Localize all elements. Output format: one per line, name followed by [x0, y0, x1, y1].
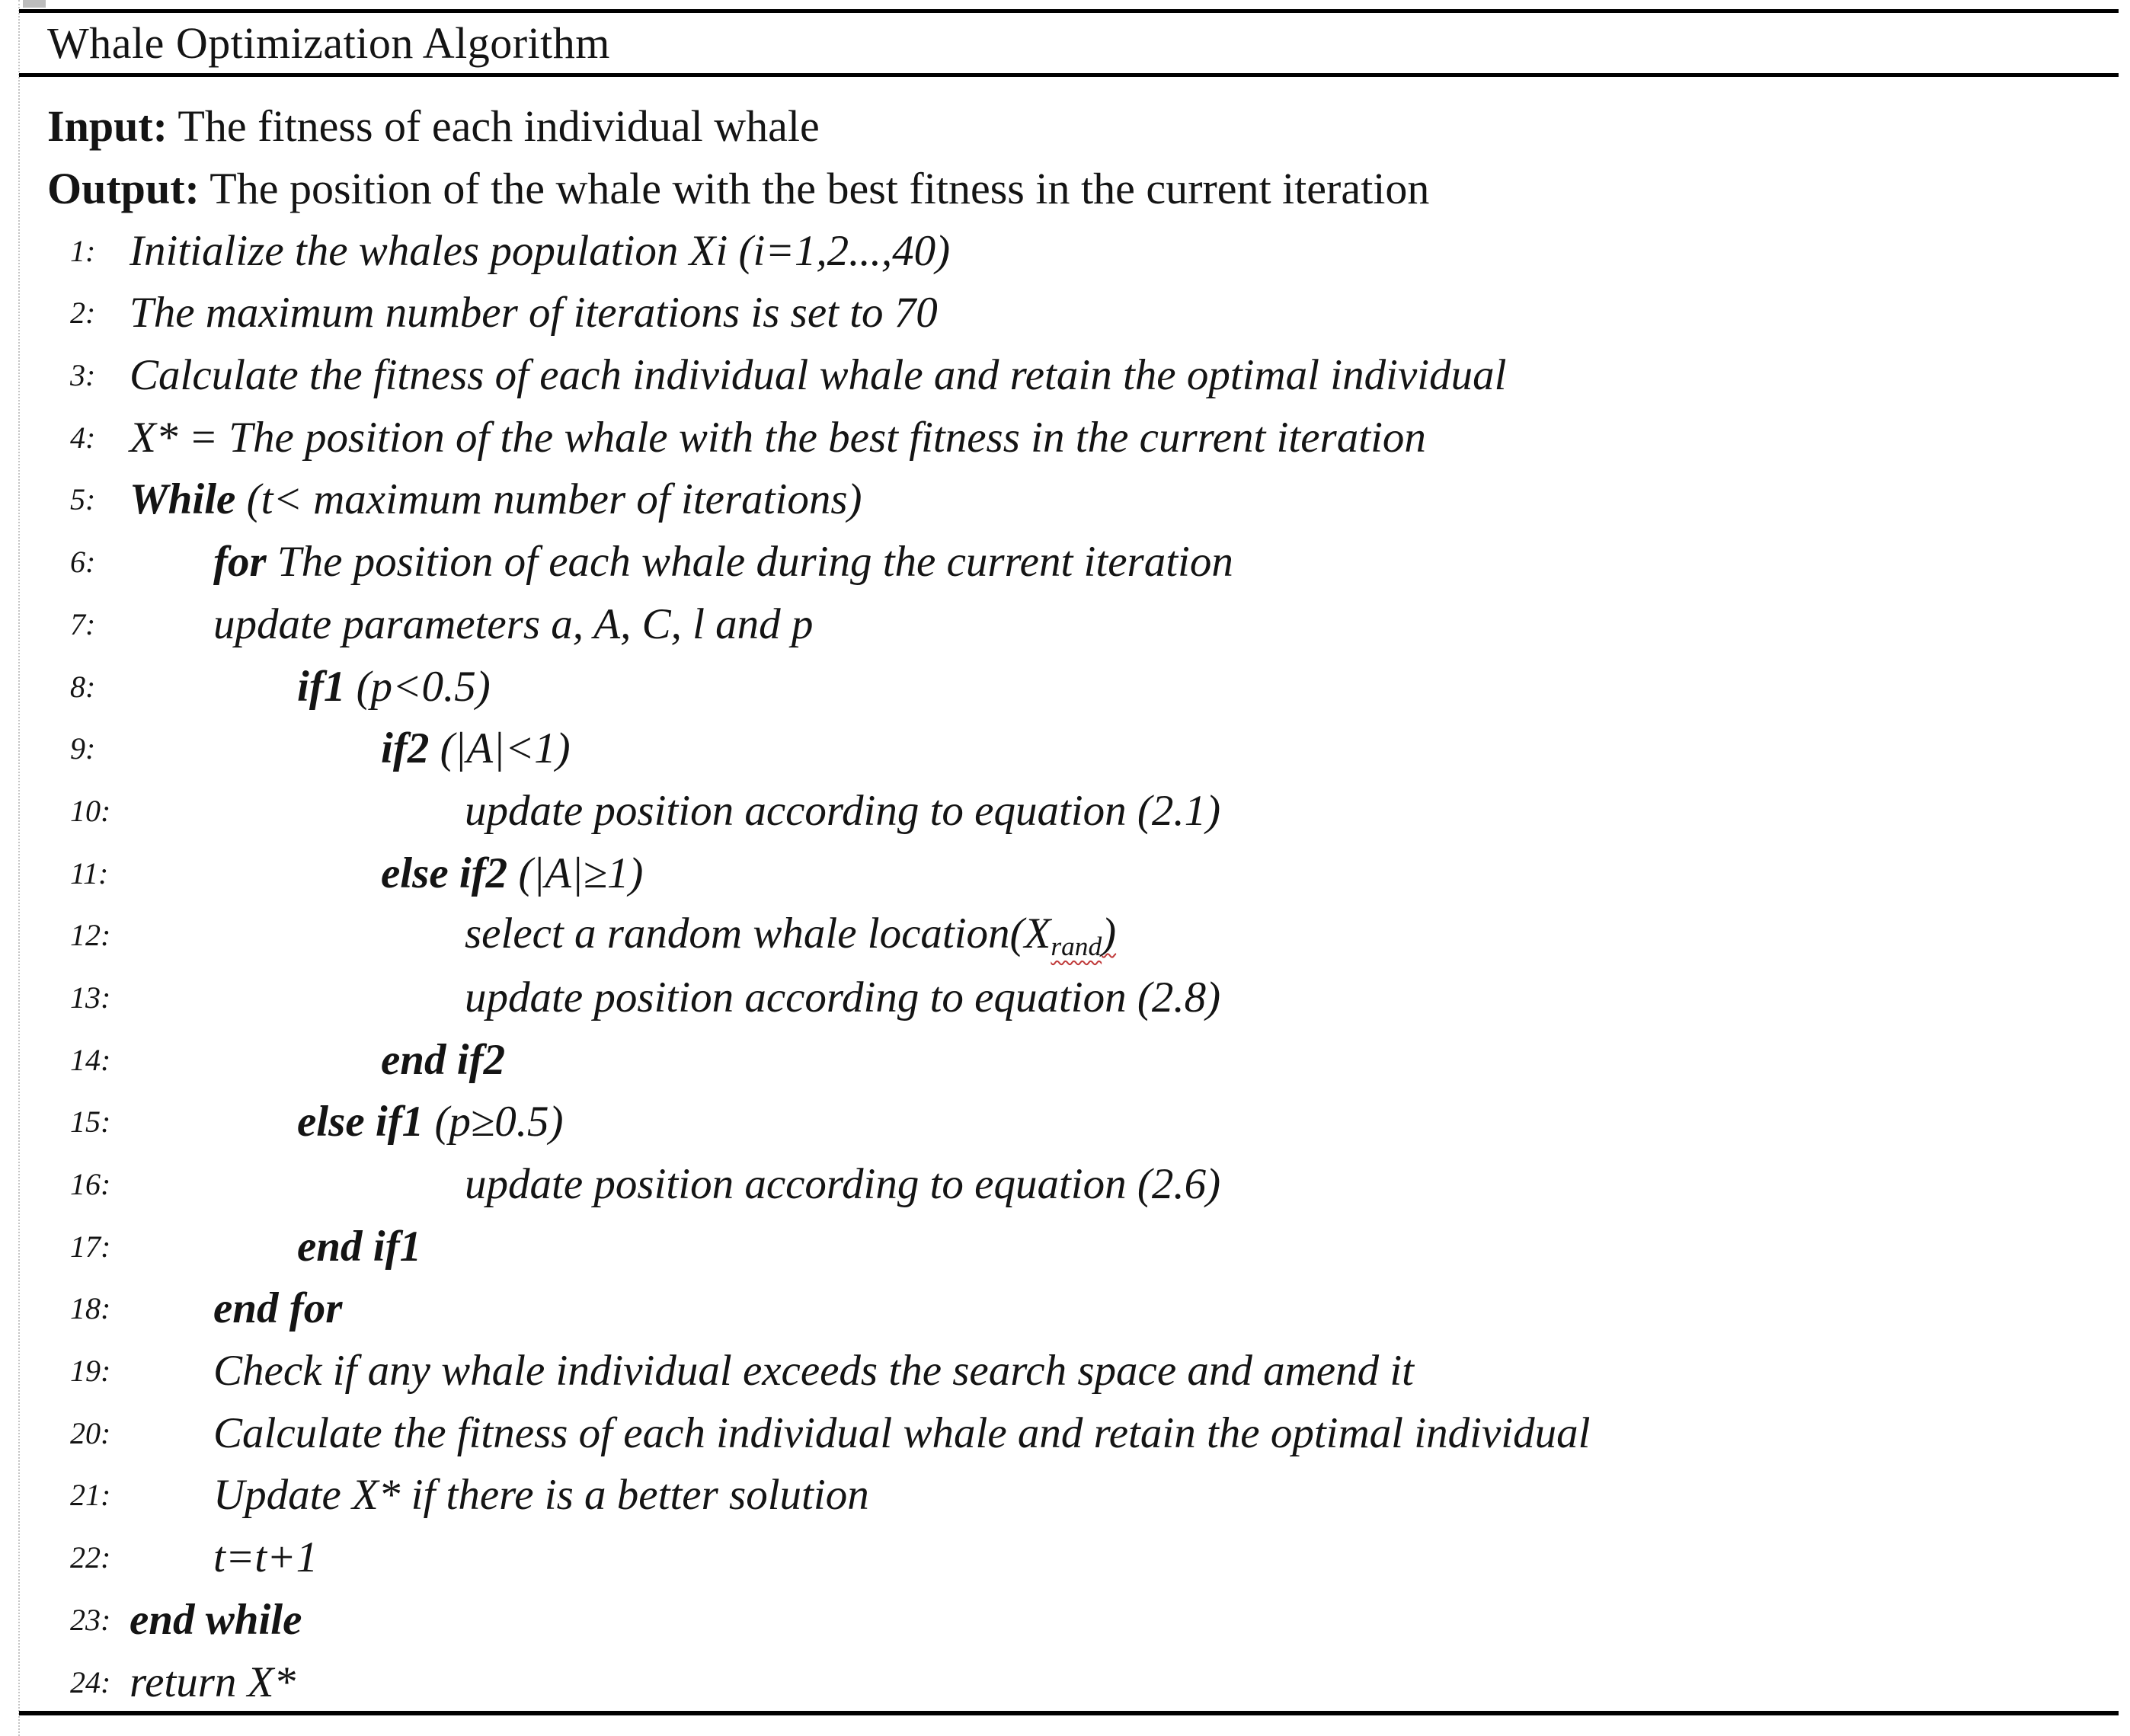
statement-text: Calculate the fitness of each individual whale and retain the optimal individual: [213, 1408, 1591, 1457]
algorithm-line: [0, 1340, 2130, 1402]
line-number: 3:: [70, 358, 96, 393]
line-text: [465, 786, 1220, 836]
line-text: [213, 599, 813, 649]
line-text: [130, 1658, 296, 1707]
algorithm-title: Whale Optimization Algorithm: [47, 18, 610, 68]
line-number: 7:: [70, 606, 96, 641]
line-number: 14:: [70, 1042, 111, 1077]
keyword: end while: [130, 1595, 302, 1644]
algorithm-line: [0, 531, 2130, 593]
algorithm-line: [0, 1277, 2130, 1340]
line-text: [130, 226, 950, 276]
keyword: end if1: [297, 1222, 422, 1271]
algorithm-line: [0, 1028, 2130, 1091]
line-number: 1:: [70, 233, 96, 268]
statement-text: update position according to equation (2.6): [465, 1160, 1221, 1209]
line-number: 18:: [70, 1291, 111, 1326]
line-text: [130, 1595, 302, 1645]
keyword: else if1: [297, 1098, 435, 1146]
algorithm-line: [0, 344, 2130, 407]
line-number: 10:: [70, 793, 111, 828]
algorithm-line: [0, 1651, 2130, 1713]
line-number: 6:: [70, 545, 96, 580]
line-number: 2:: [70, 296, 96, 331]
line-text: [213, 1408, 1590, 1458]
corner-artifact: [23, 0, 46, 8]
line-number: 16:: [70, 1167, 111, 1202]
statement-text: (|A|<1): [440, 724, 571, 773]
line-number: 17:: [70, 1229, 111, 1264]
keyword: end if2: [381, 1035, 506, 1084]
input-row: [0, 95, 2130, 158]
line-text: [297, 1222, 421, 1271]
algorithm-line: [0, 780, 2130, 842]
line-number: 9:: [70, 731, 96, 766]
line-text: [213, 1284, 342, 1333]
algorithm-line: [0, 967, 2130, 1029]
line-number: 8:: [70, 669, 96, 704]
statement-text: ): [1102, 909, 1117, 958]
line-number: 13:: [70, 980, 111, 1015]
line-text: [130, 288, 938, 337]
line-number: 4:: [70, 420, 96, 455]
title-row: [47, 13, 2100, 73]
algorithm-line: [0, 1589, 2130, 1651]
algorithm-body: [0, 77, 2130, 1713]
statement-text: The position of each whale during the current iteration: [266, 538, 1233, 587]
pseudocode-lines: [0, 219, 2130, 1713]
input-text: The fitness of each individual whale: [167, 101, 820, 152]
bottom-border-rule: [19, 1711, 2119, 1715]
line-text: [130, 475, 862, 524]
statement-text: Update X* if there is a better solution: [213, 1471, 869, 1520]
line-text: [213, 1470, 869, 1520]
line-text: [381, 849, 643, 898]
line-number: 20:: [70, 1415, 111, 1450]
line-number: 21:: [70, 1478, 111, 1513]
keyword: for: [213, 538, 267, 587]
statement-text: select a random whale location(: [465, 909, 1025, 958]
statement-text: t=t+1: [213, 1533, 318, 1582]
statement-text: return X*: [130, 1658, 296, 1706]
output-row: [0, 158, 2130, 220]
statement-text: The maximum number of iterations is set to 70: [130, 289, 938, 337]
algorithm-line: [0, 1527, 2130, 1589]
algorithm-line: [0, 655, 2130, 718]
keyword: if2: [381, 724, 440, 773]
line-number: 12:: [70, 918, 111, 953]
line-text: [381, 1035, 505, 1085]
statement-text: Calculate the fitness of each individual whale and retain the optimal individual: [130, 351, 1507, 400]
statement-text: update position according to equation (2.8): [465, 973, 1221, 1021]
output-label: Output:: [47, 164, 200, 214]
statement-text: Initialize the whales population Xi (i=1,2...,40): [130, 226, 951, 275]
line-text: [465, 1159, 1220, 1209]
output-text: The position of the whale with the best fitness in the current iteration: [199, 164, 1430, 214]
line-text: [297, 1097, 563, 1146]
algorithm-line: [0, 1153, 2130, 1216]
keyword: if1: [297, 662, 357, 711]
statement-text: (p≥0.5): [434, 1098, 564, 1146]
algorithm-line: [0, 1464, 2130, 1527]
line-text: [465, 973, 1220, 1022]
line-number: 15:: [70, 1105, 111, 1140]
algorithm-line: [0, 468, 2130, 531]
algorithm-line: [0, 1091, 2130, 1153]
input-label: Input:: [47, 101, 168, 152]
line-text: [130, 350, 1506, 400]
statement-text: update parameters a, A, C, l and p: [213, 599, 814, 648]
line-text: [381, 724, 571, 773]
subscript-text: rand: [1051, 931, 1102, 961]
algorithm-line: [0, 904, 2130, 967]
line-text: [130, 413, 1426, 462]
line-number: 24:: [70, 1664, 111, 1699]
line-text: [297, 662, 491, 711]
line-number: 5:: [70, 482, 96, 517]
keyword: else if2: [381, 849, 519, 897]
line-text: [213, 1533, 318, 1582]
algorithm-line: [0, 842, 2130, 904]
line-number: 19:: [70, 1354, 111, 1389]
line-number: 23:: [70, 1602, 111, 1637]
line-number: 11:: [70, 855, 109, 890]
line-text: [213, 1346, 1414, 1396]
algorithm-line: [0, 593, 2130, 656]
statement-text: (t< maximum number of iterations): [246, 475, 862, 524]
statement-text: Check if any whale individual exceeds the search space and amend it: [213, 1347, 1415, 1396]
algorithm-line: [0, 219, 2130, 282]
statement-text: update position according to equation (2.1): [465, 786, 1221, 835]
algorithm-line: [0, 1402, 2130, 1464]
algorithm-line: [0, 282, 2130, 344]
keyword: end for: [213, 1284, 343, 1333]
algorithm-line: [0, 406, 2130, 468]
line-text: [213, 537, 1233, 587]
algorithm-line: [0, 1215, 2130, 1277]
statement-text: (|A|≥1): [518, 849, 644, 897]
algorithm-line: [0, 718, 2130, 780]
line-number: 22:: [70, 1540, 111, 1575]
line-text: [465, 909, 1116, 962]
keyword: While: [130, 475, 247, 524]
statement-text: X: [1024, 909, 1051, 958]
statement-text: X* = The position of the whale with the best fitness in the current iteration: [130, 413, 1426, 462]
statement-text: (p<0.5): [356, 662, 491, 711]
